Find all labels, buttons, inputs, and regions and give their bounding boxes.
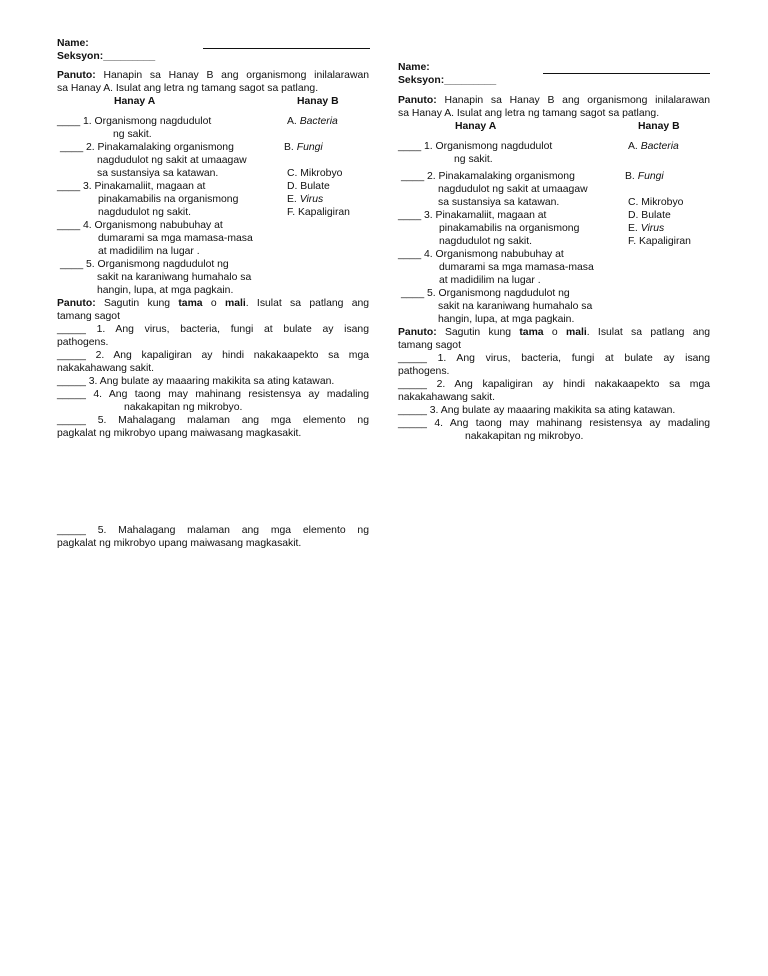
- hanay-a-item-2: ____ 2. Pinakamalaking organismong B. Fungi: [401, 171, 664, 182]
- panuto-instruction-line2: sa Hanay A. Isulat ang letra ng tamang sagot sa patlang.: [398, 108, 660, 119]
- worksheet-right: Name: Seksyon:_________ Panuto: Hanapin sa Hanay B ang organismong inilalarawan sa Hanay A. Isulat ang letra ng tamang sagot sa patlang. Hanay A Hanay B ____ 1. Organismong nagdudulot A. Bacteria ng sakit. ____ 2. Pinakamalaking organismong B. Fungi nagdudulot ng sakit at umaagaw sa sustansiya sa katawan. C. Mikrobyo ____ 3. Pinakamaliit, magaan at D. Bulate pinakamabilis na organismong E. Virus nagdudulot ng sakit. F. Kapaligiran ____ 4. Organismong nabubuhay at dumarami sa mga mamasa-masa at madidilim na lugar . ____ 5. Organismong nagdudulot ng sakit na karaniwang humahalo sa hangin, lupa, at mga pagkain. Panuto: Sagutin kung tama o mali. Isulat sa patlang ang tamang sagot _____ 1. Ang virus, bacteria, fungi at bulate ay isang pathogens. _____ 2. Ang kapaligiran ay hindi nakakaapekto sa mga nakakahawang sakit. _____ 3. Ang bulate ay maaaring makikita sa ating katawan. _____ 4. Ang taong may mahinang resistensya ay madaling nakakapitan ng mikrobyo.: [398, 62, 711, 442]
- tama-mali-question-5: _____ 5. Mahalagang malaman ang mga elemento ng: [57, 415, 369, 426]
- hanay-a-item-1: ____ 1. Organismong nagdudulot A. Bacteria: [398, 141, 679, 152]
- tama-mali-question-1: _____ 1. Ang virus, bacteria, fungi at bulate ay isang: [57, 324, 369, 335]
- tama-mali-question-3: _____ 3. Ang bulate ay maaaring makikita sa ating katawan.: [398, 405, 676, 416]
- hanay-b-option-b: B. Fungi: [284, 142, 323, 153]
- hanay-b-option-d: D. Bulate: [287, 181, 330, 192]
- panuto-instruction-line2: sa Hanay A. Isulat ang letra ng tamang sagot sa patlang.: [57, 83, 319, 94]
- hanay-b-option-c: C. Mikrobyo: [287, 168, 343, 179]
- tama-mali-question-2: _____ 2. Ang kapaligiran ay hindi nakakaapekto sa mga: [398, 379, 710, 390]
- worksheet-left-overflow: _____ 5. Mahalagang malaman ang mga elemento ng pagkalat ng mikrobyo upang maiwasang magkasakit.: [57, 525, 369, 549]
- name-label: Name:: [57, 38, 89, 49]
- hanay-a-item-4: ____ 4. Organismong nabubuhay at: [398, 249, 564, 260]
- tama-mali-question-4: _____ 4. Ang taong may mahinang resistensya ay madaling: [57, 389, 369, 400]
- worksheet-left: Name: Seksyon:_________ Panuto: Hanapin sa Hanay B ang organismong inilalarawan sa Hanay A. Isulat ang letra ng tamang sagot sa patlang. Hanay A Hanay B ____ 1. Organismong nagdudulot A. Bacteria ng sakit. ____ 2. Pinakamalaking organismong B. Fungi nagdudulot ng sakit at umaagaw sa sustansiya sa katawan. C. Mikrobyo ____ 3. Pinakamaliit, magaan at D. Bulate pinakamabilis na organismong E. Virus nagdudulot ng sakit. F. Kapaligiran ____ 4. Organismong nabubuhay at dumarami sa mga mamasa-masa at madidilim na lugar . ____ 5. Organismong nagdudulot ng sakit na karaniwang humahalo sa hangin, lupa, at mga pagkain. Panuto: Sagutin kung tama o mali. Isulat sa patlang ang tamang sagot _____ 1. Ang virus, bacteria, fungi at bulate ay isang pathogens. _____ 2. Ang kapaligiran ay hindi nakakaapekto sa mga nakakahawang sakit. _____ 3. Ang bulate ay maaaring makikita sa ating katawan. _____ 4. Ang taong may mahinang resistensya ay madaling nakakapitan ng mikrobyo. _____ 5. Mahalagang malaman ang mga elemento ng pagkalat ng mikrobyo upang maiwasang magkasakit.: [57, 38, 370, 439]
- column-headers: [57, 96, 369, 109]
- hanay-b-heading: Hanay B: [638, 121, 680, 132]
- hanay-a-item-5: ____ 5. Organismong nagdudulot ng: [401, 288, 570, 299]
- hanay-a-item-1: ____ 1. Organismong nagdudulot A. Bacteria: [57, 116, 338, 127]
- name-blank-line: [203, 48, 370, 49]
- tama-mali-question-3: _____ 3. Ang bulate ay maaaring makikita sa ating katawan.: [57, 376, 335, 387]
- column-headers: [398, 121, 710, 134]
- hanay-b-option-a: A. Bacteria: [287, 116, 338, 127]
- hanay-a-item-2: ____ 2. Pinakamalaking organismong B. Fungi: [60, 142, 323, 153]
- panuto2-instruction-line1: Panuto: Sagutin kung tama o mali. Isulat sa patlang ang: [57, 298, 370, 309]
- panuto-label: Panuto:: [57, 70, 96, 81]
- hanay-a-item-3: ____ 3. Pinakamaliit, magaan at D. Bulate: [398, 210, 671, 221]
- name-row: [57, 38, 369, 51]
- panuto-text: Hanapin sa Hanay B ang organismong inilalarawan: [103, 70, 370, 81]
- hanay-b-option-b: B. Fungi: [625, 171, 664, 182]
- tama-mali-question-5-repeat: _____ 5. Mahalagang malaman ang mga elemento ng: [57, 525, 369, 536]
- tama-mali-question-2: _____ 2. Ang kapaligiran ay hindi nakakaapekto sa mga: [57, 350, 369, 361]
- name-label: Name:: [398, 62, 430, 73]
- seksyon-label: Seksyon:_________: [398, 75, 497, 86]
- seksyon-label: Seksyon:_________: [57, 51, 156, 62]
- hanay-b-heading: Hanay B: [297, 96, 339, 107]
- panuto-instruction-line1: Panuto: Hanapin sa Hanay B ang organismong inilalarawan: [398, 95, 711, 106]
- tama-mali-question-1: _____ 1. Ang virus, bacteria, fungi at bulate ay isang: [398, 353, 710, 364]
- panuto2-instruction-line1: Panuto: Sagutin kung tama o mali. Isulat sa patlang ang: [398, 327, 711, 338]
- hanay-b-option-e: E. Virus: [287, 194, 324, 205]
- hanay-b-option-c: C. Mikrobyo: [628, 197, 684, 208]
- hanay-a-item-5: ____ 5. Organismong nagdudulot ng: [60, 259, 229, 270]
- hanay-a-heading: Hanay A: [455, 121, 497, 132]
- hanay-a-item-4: ____ 4. Organismong nabubuhay at: [57, 220, 223, 231]
- hanay-b-option-f: F. Kapaligiran: [628, 236, 691, 247]
- name-row: [398, 62, 710, 75]
- hanay-b-option-f: F. Kapaligiran: [287, 207, 350, 218]
- panuto-instruction-line1: [57, 70, 369, 83]
- hanay-b-option-d: D. Bulate: [628, 210, 671, 221]
- name-blank-line: [543, 73, 710, 74]
- hanay-b-option-e: E. Virus: [628, 223, 665, 234]
- tama-mali-question-4: _____ 4. Ang taong may mahinang resistensya ay madaling: [398, 418, 710, 429]
- hanay-a-item-3: ____ 3. Pinakamaliit, magaan at D. Bulate: [57, 181, 330, 192]
- hanay-b-option-a: A. Bacteria: [628, 141, 679, 152]
- hanay-a-heading: Hanay A: [114, 96, 156, 107]
